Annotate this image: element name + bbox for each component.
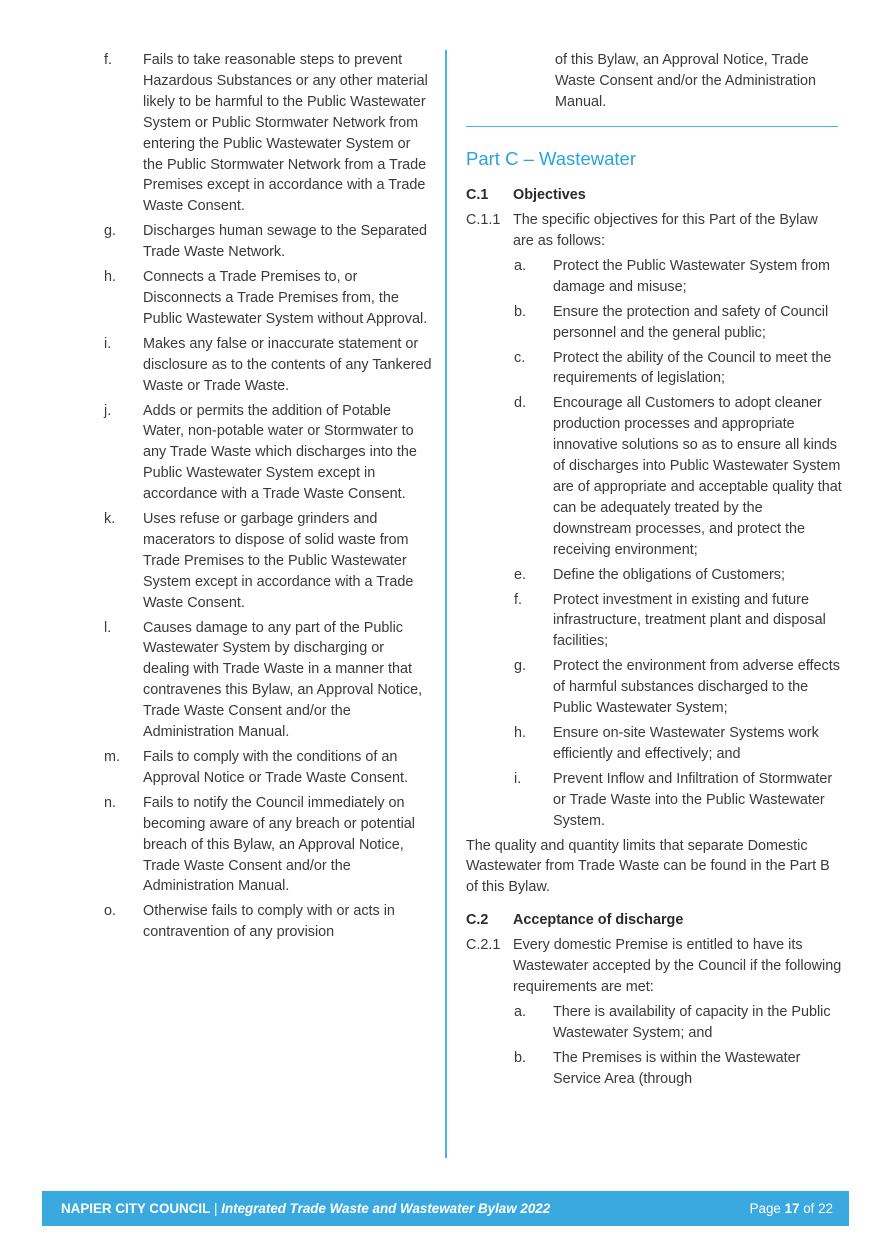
document-title: Integrated Trade Waste and Wastewater Bylaw 2022 (221, 1201, 551, 1216)
part-title: Part C – Wastewater (466, 148, 636, 170)
page-number: 17 (784, 1201, 800, 1216)
list-item (104, 901, 434, 943)
item-text: Causes damage to any part of the Public Wastewater System by discharging or dealing with Trade Waste in a manner that contravenes this Bylaw, an Approval Notice, Trade Waste Consent and/or the Administration Manual. (143, 619, 423, 741)
item-label: f. (104, 52, 112, 68)
list-item (104, 509, 434, 614)
section-heading-c1 (466, 185, 842, 206)
item-text: There is availability of capacity in the Public Wastewater System; and (553, 1003, 831, 1041)
item-label: b. (514, 303, 527, 320)
item-text: Protect the ability of the Council to meet the requirements of legislation; (553, 349, 832, 387)
item-text: Define the obligations of Customers; (553, 566, 785, 583)
list-item (466, 723, 842, 765)
clause-text: Every domestic Premise is entitled to have its Wastewater accepted by the Council if the following requirements are met: (513, 937, 842, 995)
item-text: Protect the environment from adverse effects of harmful substances discharged to the Public Wastewater System; (553, 658, 840, 717)
list-item (104, 50, 434, 217)
section-number: C.2 (466, 912, 489, 929)
body-paragraph: The quality and quantity limits that separate Domestic Wastewater from Trade Waste can be found in the Part B of this Bylaw. (466, 837, 830, 896)
list-item (104, 618, 434, 743)
item-label: n. (104, 794, 117, 811)
column-divider (445, 50, 447, 1158)
section-title: Acceptance of discharge (513, 912, 684, 929)
page-footer (42, 1191, 849, 1226)
council-name: NAPIER CITY COUNCIL (61, 1201, 211, 1216)
right-column (466, 50, 842, 1093)
footer-separator: | (210, 1201, 222, 1216)
list-item (466, 348, 842, 390)
item-text: Ensure the protection and safety of Council personnel and the general public; (553, 303, 829, 341)
section-title: Objectives (513, 187, 586, 204)
list-item (466, 1048, 842, 1090)
item-text: Adds or permits the addition of Potable Water, non-potable water or Stormwater to any Trade Waste which discharges into the Public Wastewater System except in accordance with a Trade Waste Consent. (143, 402, 417, 503)
page-total: of 22 (799, 1201, 833, 1216)
item-text: The Premises is within the Wastewater Service Area (through (553, 1049, 801, 1087)
item-label: o. (104, 903, 117, 920)
list-item (466, 656, 842, 719)
item-label: j. (104, 402, 112, 419)
item-text: Fails to notify the Council immediately on becoming aware of any breach or potential breach of this Bylaw, an Approval Notice, Trade Waste Consent and/or the Administration Manual. (143, 794, 415, 895)
page-prefix: Page (749, 1201, 785, 1216)
item-text: Protect the Public Wastewater System from damage and misuse; (553, 257, 830, 295)
item-label: b. (514, 1049, 527, 1066)
item-label: f. (514, 591, 522, 608)
footer-left (61, 1201, 550, 1216)
item-label: m. (104, 749, 120, 765)
item-label: d. (514, 395, 527, 412)
list-item (104, 747, 434, 789)
list-item (466, 1002, 842, 1044)
list-item (466, 302, 842, 344)
list-item (466, 769, 842, 832)
list-item (104, 793, 434, 898)
list-item (466, 590, 842, 653)
clause-text: The specific objectives for this Part of the Bylaw are as follows: (513, 212, 818, 250)
item-text: Fails to comply with the conditions of an Approval Notice or Trade Waste Consent. (143, 749, 409, 786)
item-text: Otherwise fails to comply with or acts in contravention of any provision (143, 903, 395, 941)
section-heading-c2 (466, 910, 842, 931)
item-text: Connects a Trade Premises to, or Disconnects a Trade Premises from, the Public Wastewater System without Approval. (143, 269, 428, 327)
list-item (466, 256, 842, 298)
list-item (466, 393, 842, 560)
list-item (466, 565, 842, 586)
list-item (104, 267, 434, 330)
item-text: Fails to take reasonable steps to prevent Hazardous Substances or any other material likely to be harmful to the Public Wastewater System or Public Stormwater Network from entering the Public Wastewater System or the Public Stormwater Network from a Trade Premises except in accordance with a Trade Waste Consent. (143, 52, 428, 215)
item-label: e. (514, 566, 527, 583)
item-label: l. (104, 619, 112, 636)
item-label: h. (514, 724, 527, 741)
left-column (104, 50, 434, 947)
item-label: i. (514, 770, 522, 787)
clause-c2-1 (466, 935, 842, 998)
item-text: Makes any false or inaccurate statement or disclosure as to the contents of any Tankered Waste or Trade Waste. (143, 335, 432, 394)
item-label: i. (104, 335, 112, 352)
item-label: g. (104, 223, 117, 240)
item-label: g. (514, 658, 527, 675)
list-item (104, 221, 434, 263)
section-number: C.1 (466, 187, 489, 204)
item-label: a. (514, 1003, 527, 1020)
section-divider (466, 126, 838, 128)
item-text: Uses refuse or garbage grinders and macerators to dispose of solid waste from Trade Premises to the Public Wastewater System except in accordance with a Trade Waste Consent. (143, 511, 414, 611)
item-text: Ensure on-site Wastewater Systems work efficiently and effectively; and (553, 724, 819, 762)
list-item (104, 401, 434, 506)
clause-number: C.1.1 (466, 212, 501, 229)
item-text: Protect investment in existing and future infrastructure, treatment plant and disposal facilities; (553, 591, 826, 650)
item-label: h. (104, 269, 117, 286)
item-text: Encourage all Customers to adopt cleaner production processes and appropriate innovative solutions so as to ensure all kinds of discharges into Public Wastewater System are of appropriate and acceptable quality that can be adequately treated by the downstream processes, and protect the receiving environment; (553, 395, 842, 558)
item-text: Discharges human sewage to the Separated Trade Waste Network. (143, 223, 427, 261)
item-label: k. (104, 511, 116, 528)
list-item (104, 334, 434, 397)
clause-number: C.2.1 (466, 937, 501, 954)
page-indicator (750, 1201, 833, 1216)
item-text: Prevent Inflow and Infiltration of Stormwater or Trade Waste into the Public Wastewater System. (553, 770, 833, 829)
item-label: c. (514, 349, 526, 366)
clause-c1-1 (466, 210, 842, 252)
item-label: a. (514, 257, 527, 274)
continuation-text: of this Bylaw, an Approval Notice, Trade Waste Consent and/or the Administration Manual. (555, 52, 817, 110)
